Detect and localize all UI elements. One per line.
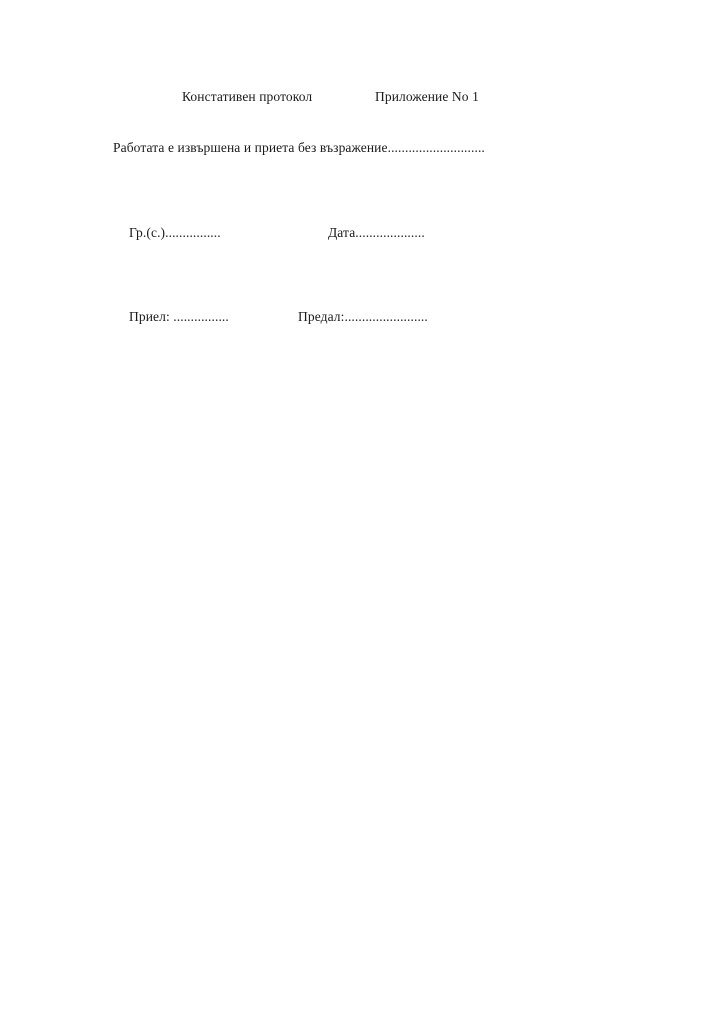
annex-label: Приложение No 1 <box>375 89 479 104</box>
handed-by-field: Предал:........................ <box>298 309 428 324</box>
place-field: Гр.(с.)................ <box>129 225 221 240</box>
date-field: Дата.................... <box>328 225 425 240</box>
acceptance-statement: Работата е извършена и приета без възражение............................ <box>113 140 485 155</box>
received-by-field: Приел: ................ <box>129 309 229 324</box>
document-title: Констативен протокол <box>182 89 313 104</box>
